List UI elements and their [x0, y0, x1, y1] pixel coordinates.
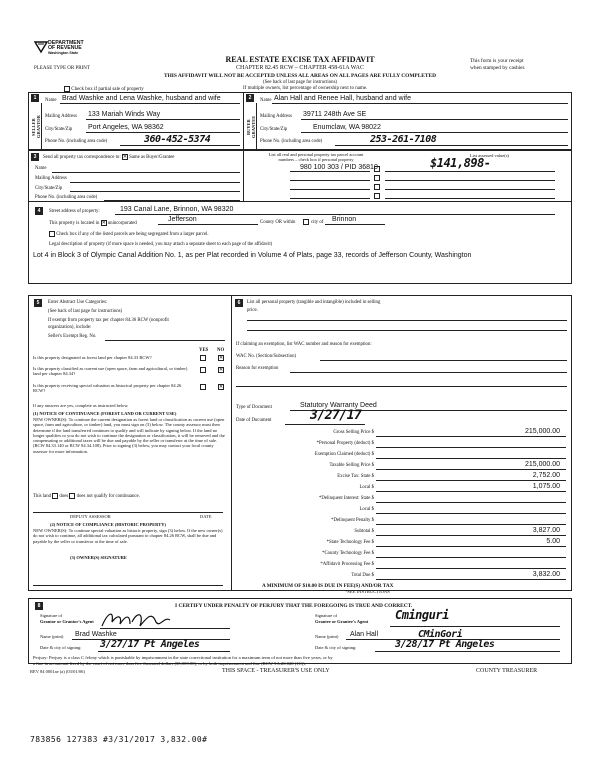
located-row	[49, 220, 137, 227]
calc-label: Subtotal $	[354, 529, 374, 534]
parcel-personal-checkbox-3[interactable]	[374, 184, 380, 190]
q3-yes-checkbox[interactable]	[200, 384, 206, 390]
section-6-badge: 6	[235, 299, 243, 307]
section-8-badge: 8	[35, 602, 43, 610]
instructions-note: (See back of last page for instructions)	[262, 80, 338, 85]
correspondence-row	[43, 154, 174, 161]
street-address[interactable]: 193 Canal Lane, Brinnon, WA 98320	[120, 206, 234, 213]
deputy-assessor-label: DEPUTY ASSESSOR	[70, 514, 111, 519]
tax-calculation	[236, 430, 566, 580]
seller-city[interactable]: Port Angeles, WA 98362	[88, 124, 164, 131]
calc-label: *County Technology Fee $	[322, 551, 374, 556]
this-land-label: This land	[33, 494, 51, 500]
calc-label: Local $	[359, 507, 374, 512]
deputy-date-label: DATE	[200, 514, 212, 519]
wac-label: WAC No. (Section/Subsection)	[236, 354, 297, 359]
buyer-name[interactable]: Alan Hall and Renee Hall, husband and wife	[274, 95, 411, 102]
calc-value[interactable]: 215,000.00	[524, 461, 560, 468]
city-of-checkbox[interactable]	[303, 219, 309, 225]
calc-label: Total Due $	[351, 573, 374, 578]
corr-mailing-label: Mailing Address	[35, 176, 67, 181]
unincorporated-checkbox[interactable]	[101, 220, 107, 226]
calc-value[interactable]: 3,832.00	[532, 571, 560, 578]
q1-text: Is this property designated as forest land per chapter 84.33 RCW?	[33, 355, 152, 360]
calc-label: *Delinquent Interest: State $	[318, 496, 374, 501]
seller-phone-label: Phone No. (including area code)	[45, 139, 108, 144]
city-of-value[interactable]: Brinnon	[332, 216, 357, 223]
buyer-city[interactable]: Enumclaw, WA 98022	[313, 124, 381, 131]
grantee-date[interactable]: 3/28/17 Pt Angeles	[395, 639, 495, 650]
buyer-side-label: BUYER GRANTEE	[246, 115, 257, 139]
seller-name-label: Name	[45, 98, 57, 103]
located-label: This property is located in	[49, 221, 100, 227]
parcel-header-1: List all real and personal property tax parcel account	[268, 152, 364, 157]
grantor-date-label: Date & city of signing:	[40, 645, 82, 650]
notice-2-body: NEW OWNER(S): To continue special valuation as historic property, sign (3) below. If the new owner(s) do not wish to continue, all additional tax calculated pursuant to chapter 84.26 RCW, shall be due and payable by the seller or transferor at the time of sale.	[33, 528, 223, 544]
does-checkbox[interactable]	[52, 493, 58, 499]
grantor-signature[interactable]	[100, 608, 190, 630]
receipt-note-2: when stamped by cashier.	[470, 65, 526, 71]
unincorporated-label: unincorporated	[107, 221, 137, 227]
parcel-personal-checkbox-1[interactable]	[374, 166, 380, 172]
notice-1-body: NEW OWNER(S): To continue the current designation as forest land or classification as current use (open space, farm and agriculture, or timber) land, you must sign on (3) below. The county assessor must then determine if the land transferred continues to qualify and will indicate by signing below. If the land no longer qualifies or you do not wish to continue the designation or classification, it will be removed and the compensating or additional taxes will be due and payable by the seller or transferor at the time of sale. (RCW 84.33.140 or RCW 84.34.108). Prior to signing (3) below, you may contact your local county assessor for more information.	[33, 417, 225, 454]
buyer-mailing[interactable]: 39711 248th Ave SE	[303, 111, 367, 118]
section-3-badge: 3	[31, 153, 39, 161]
minimum-due: A MINIMUM OF $10.00 IS DUE IN FEE(S) AND/OR TAX	[262, 583, 394, 589]
county-label: County OR within	[260, 220, 296, 225]
section-2-badge: 2	[246, 94, 254, 102]
grantor-sig-label-1: Signature of	[40, 613, 63, 618]
parcel-personal-checkbox-2[interactable]	[374, 175, 380, 181]
legal-label: Legal description of property (if more space is needed, you may attach a separate sheet to each page of the affidavit)	[49, 242, 273, 247]
segregated-label: Check box if any of the listed parcels are being segregated from a larger parcel.	[56, 232, 209, 238]
segregated-checkbox[interactable]	[49, 231, 55, 237]
section-4-badge: 4	[35, 207, 43, 215]
buyer-city-label: City/State/Zip	[260, 127, 288, 132]
seller-name[interactable]: Brad Washke and Lena Washke, husband and wife	[62, 95, 221, 102]
seller-phone[interactable]: 360-452-5374	[144, 134, 211, 145]
section-5-badge: 5	[34, 299, 42, 307]
does-not-checkbox[interactable]	[69, 493, 75, 499]
grantee-sig-label-2: Grantee or Grantee's Agent	[315, 619, 369, 624]
no-header: NO	[217, 348, 225, 353]
does-not-label: does not	[76, 494, 93, 500]
form-chapter: CHAPTER 82.45 RCW – CHAPTER 458-61A WAC	[236, 65, 364, 71]
assessed-label: List assessed value(s)	[470, 153, 509, 158]
dept-line-3: Washington State	[48, 51, 79, 55]
grantor-sig-label-2: Grantor or Grantor's Agent	[40, 619, 94, 624]
calc-label: *Delinquent Penalty $	[331, 518, 374, 523]
form-warning: THIS AFFIDAVIT WILL NOT BE ACCEPTED UNLESS ALL AREAS ON ALL PAGES ARE FULLY COMPLETED	[163, 73, 436, 79]
certify-statement: I CERTIFY UNDER PENALTY OF PERJURY THAT THE FOREGOING IS TRUE AND CORRECT.	[175, 603, 413, 609]
seller-side-label: SELLER GRANTOR	[31, 115, 42, 139]
same-as-buyer-checkbox[interactable]	[122, 154, 128, 160]
date-doc-label: Date of Document	[236, 418, 272, 423]
q2-text: Is this property classified as current use (open space, farm and agricultural, or timber) land per chapter 84.34?	[33, 366, 188, 377]
buyer-phone[interactable]: 253-261-7108	[370, 134, 437, 145]
corr-name-label: Name	[35, 166, 47, 171]
calc-value[interactable]: 1,075.00	[532, 483, 560, 490]
grantee-name-signature: CMinGori	[418, 629, 463, 640]
grantee-signature[interactable]: Cminguri	[395, 608, 449, 622]
grantee-date-label: Date & city of signing:	[315, 645, 357, 650]
type-doc[interactable]: Statutory Warranty Deed	[300, 402, 377, 409]
dept-line-1: DEPARTMENT	[48, 40, 84, 46]
legal-description[interactable]: Lot 4 in Block 3 of Olympic Canal Addition No. 1, as per Plat recorded in Volume 4 of Plats, page 33, records of Jefferson County, Washington	[33, 252, 472, 259]
rev-number: REV 84 0001ae (a) (03/01/06)	[30, 669, 85, 674]
grantee-name-label: Name (print)	[315, 634, 339, 639]
calc-label: Excise Tax: State $	[337, 474, 374, 479]
abstract-label: Enter Abstract Use Categories:	[48, 300, 108, 305]
form-title: REAL ESTATE EXCISE TAX AFFIDAVIT	[225, 55, 375, 64]
calc-label: *Affidavit Processing Fee $	[320, 562, 374, 567]
send-correspondence-label: Send all property tax correspondence to:	[43, 155, 121, 161]
calc-value[interactable]: 3,827.00	[532, 527, 560, 534]
owner-signature-label: (3) OWNER(S) SIGNATURE	[70, 555, 127, 560]
seller-mailing[interactable]: 133 Mariah Winds Way	[88, 111, 161, 118]
treasurer-use: THIS SPACE - TREASURER'S USE ONLY	[222, 668, 330, 674]
parcel-number[interactable]: 980 100 303 / PID 36810	[300, 164, 378, 171]
county-value[interactable]: Jefferson	[168, 216, 197, 223]
county-treasurer: COUNTY TREASURER	[476, 668, 538, 674]
personal-property-1: List all personal property (tangible and intangible) included in selling	[247, 300, 381, 305]
parcel-header	[246, 152, 386, 162]
exempt-line-1: If exempt from property tax per chapter 84.36 RCW (nonprofit	[48, 318, 169, 323]
calc-label: *Personal Property (deduct) $	[316, 441, 374, 446]
calc-label: Taxable Selling Price $	[329, 463, 374, 468]
qualify-label: qualify for continuance.	[93, 494, 140, 500]
type-or-print: PLEASE TYPE OR PRINT	[34, 66, 90, 71]
buyer-phone-label: Phone No. (including area code)	[260, 139, 323, 144]
corr-city-label: City/State/Zip	[35, 186, 63, 191]
q2-no-checkbox[interactable]	[218, 367, 224, 373]
q2-yes-checkbox[interactable]	[200, 367, 206, 373]
dept-line-2: OF REVENUE	[48, 45, 82, 51]
calc-label: Local $	[359, 485, 374, 490]
date-doc[interactable]: 3/27/17	[310, 408, 362, 423]
parcel-header-2: numbers – check box if personal property	[278, 157, 354, 163]
segregated-row	[49, 231, 209, 238]
multiple-owners-note: If multiple owners, list percentage of ownership next to name.	[243, 86, 368, 91]
grantor-date[interactable]: 3/27/17 Pt Angeles	[100, 639, 200, 650]
dor-logo	[34, 40, 94, 66]
q1-no-checkbox[interactable]	[218, 355, 224, 361]
buyer-name-label: Name	[260, 98, 272, 103]
q3-text: Is this property receiving special valuation as historical property per chapter 84.26 RCW?	[33, 383, 182, 394]
receipt-note-1: This form is your receipt	[470, 58, 524, 64]
section-1-badge: 1	[31, 94, 39, 102]
dor-logo-mark-icon	[34, 40, 48, 54]
notice-1-title: (1) NOTICE OF CONTINUANCE (FOREST LAND OR CURRENT USE)	[33, 411, 177, 416]
calc-label: *State Technology Fee $	[326, 540, 374, 545]
seller-city-label: City/State/Zip	[45, 127, 73, 132]
seller-exempt-label: Seller's Exempt Reg. No.	[48, 334, 97, 339]
street-label: Street address of property:	[49, 209, 100, 214]
corr-phone-label: Phone No. (including area code)	[35, 195, 98, 200]
calc-value[interactable]: 215,000.00	[524, 428, 560, 435]
does-label: does	[59, 494, 69, 500]
partial-sale-label: Check box if partial sale of property	[71, 87, 144, 93]
grantee-name[interactable]: Alan Hall	[350, 631, 379, 638]
city-of-label: city of	[311, 220, 324, 225]
calc-label: Exemption Claimed (deduct) $	[314, 452, 374, 457]
q3-no-checkbox[interactable]	[218, 384, 224, 390]
perjury-1: Perjury: Perjury is a class C felony which is punishable by imprisonment in the state correctional institution for a maximum term of not more than five years, or by	[33, 655, 333, 660]
reason-label: Reason for exemption	[236, 366, 279, 371]
q1-yes-checkbox[interactable]	[200, 355, 206, 361]
claiming-label: If claiming an exemption, list WAC number and reason for exemption:	[236, 342, 372, 347]
yes-header: YES	[199, 348, 209, 353]
notice-2-title: (2) NOTICE OF COMPLIANCE (HISTORIC PROPERTY)	[50, 522, 166, 527]
seller-mailing-label: Mailing Address	[45, 114, 77, 119]
if-yes-note: If any answers are yes, complete as instructed below.	[33, 403, 129, 408]
grantor-name-label: Name (print)	[40, 634, 64, 639]
calc-value[interactable]: 2,752.00	[532, 472, 560, 479]
parcel-rows	[290, 171, 560, 201]
see-instructions: *SEE INSTRUCTIONS	[345, 589, 390, 594]
grantor-name[interactable]: Brad Washke	[75, 631, 117, 638]
same-as-buyer-label: Same as Buyer/Grantee	[129, 155, 175, 161]
type-doc-label: Type of Document	[236, 405, 272, 410]
assessed-value[interactable]: $141,898-	[430, 156, 491, 170]
abstract-see-back: (See back of last page for instructions)	[48, 309, 123, 314]
buyer-mailing-label: Mailing Address	[260, 114, 292, 119]
treasurer-stamp: 783856 127383 #3/31/2017 3,832.00#	[30, 735, 208, 744]
calc-label: Gross Selling Price $	[333, 430, 374, 435]
exempt-line-2: organization), include:	[48, 325, 92, 330]
continuance-row	[33, 493, 140, 500]
calc-value[interactable]: 5.00	[546, 538, 560, 545]
parcel-personal-checkbox-4[interactable]	[374, 193, 380, 199]
grantee-sig-label-1: Signature of	[315, 613, 338, 618]
perjury-2: a fine in an amount fixed by the court of not more than five thousand dollars ($5,000.00), or by both imprisonment and fine (RCW 9A.20.020 (1C)).	[33, 661, 306, 666]
personal-property-2: price.	[247, 308, 258, 313]
